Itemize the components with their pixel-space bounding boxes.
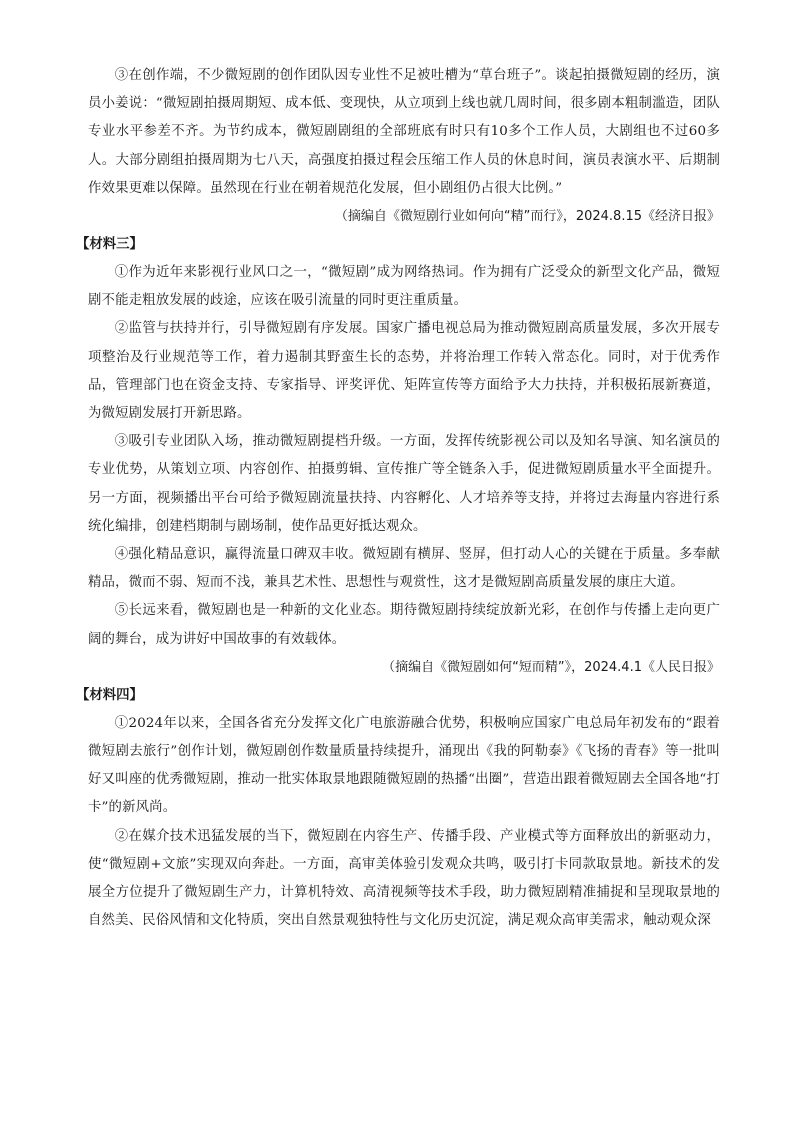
material3-paragraph-4: ④强化精品意识，赢得流量口碑双丰收。微短剧有横屏、竖屏，但打动人心的关键在于质量。多奉献精品，微而不弱、短而不浅，兼具艺术性、思想性与观赏性，这才是微短剧高质量发展的康庄大道。 — [88, 547, 720, 591]
material3-heading: 【材料三】 — [76, 237, 143, 253]
material3-source: （摘编自《微短剧如何“短而精”》，2024.4.1《人民日报》 — [382, 659, 720, 675]
material3-paragraph-5: ⑤长远来看，微短剧也是一种新的文化业态。期待微短剧持续绽放新光彩，在创作与传播上走向更广阔的舞台，成为讲好中国故事的有效载体。 — [88, 603, 720, 647]
document-page — [76, 62, 720, 935]
material3-paragraph-1: ①作为近年来影视行业风口之一，“微短剧”成为网络热词。作为拥有广泛受众的新型文化产品，微短剧不能走粗放发展的歧途，应该在吸引流量的同时更注重质量。 — [88, 265, 720, 309]
material4-heading: 【材料四】 — [76, 687, 143, 703]
material2-paragraph-3: ③在创作端，不少微短剧的创作团队因专业性不足被吐槽为“草台班子”。谈起拍摄微短剧的经历，演员小姜说：“微短剧拍摄周期短、成本低、变现快，从立项到上线也就几周时间，很多剧本粗制滥造，团队专业水平参差不齐。为节约成本，微短剧剧组的全部班底有时只有10多个工作人员，大剧组也不过60多人。大部分剧组拍摄周期为七八天，高强度拍摄过程会压缩工作人员的休息时间，演员表演水平、后期制作效果更难以保障。虽然现在行业在朝着规范化发展，但小剧组仍占很大比例。” — [88, 68, 720, 196]
material4-paragraph-2: ②在媒介技术迅猛发展的当下，微短剧在内容生产、传播手段、产业模式等方面释放出的新驱动力，使“微短剧+文旅”实现双向奔赴。一方面，高审美体验引发观众共鸣，吸引打卡同款取景地。新技术的发展全方位提升了微短剧生产力，计算机特效、高清视频等技术手段，助力微短剧精准捕捉和呈现取景地的自然美、民俗风情和文化特质，突出自然景观独特性与文化历史沉淀，满足观众高审美需求，触动观众深 — [88, 828, 720, 929]
material3-paragraph-2: ②监管与扶持并行，引导微短剧有序发展。国家广播电视总局为推动微短剧高质量发展，多次开展专项整治及行业规范等工作，着力遏制其野蛮生长的态势，并将治理工作转入常态化。同时，对于优秀作品，管理部门也在资金支持、专家指导、评奖评优、矩阵宣传等方面给予大力扶持，并积极拓展新赛道，为微短剧发展打开新思路。 — [88, 321, 720, 422]
material4-paragraph-1: ①2024年以来，全国各省充分发挥文化广电旅游融合优势，积极响应国家广电总局年初发布的“跟着微短剧去旅行”创作计划，微短剧创作数量质量持续提升，涌现出《我的阿勒泰》《飞扬的青春》等一批叫好又叫座的优秀微短剧，推动一批实体取景地跟随微短剧的热播“出圈”，营造出跟着微短剧去全国各地“打卡”的新风尚。 — [88, 715, 720, 816]
material2-source: （摘编自《微短剧行业如何向“精”而行》，2024.8.15《经济日报》 — [334, 209, 720, 225]
material3-paragraph-3: ③吸引专业团队入场，推动微短剧提档升级。一方面，发挥传统影视公司以及知名导演、知名演员的专业优势，从策划立项、内容创作、拍摄剪辑、宣传推广等全链条入手，促进微短剧质量水平全面提升。另一方面，视频播出平台可给予微短剧流量扶持、内容孵化、人才培养等支持，并将过去海量内容进行系统化编排，创建档期制与剧场制，使作品更好抵达观众。 — [88, 434, 720, 534]
